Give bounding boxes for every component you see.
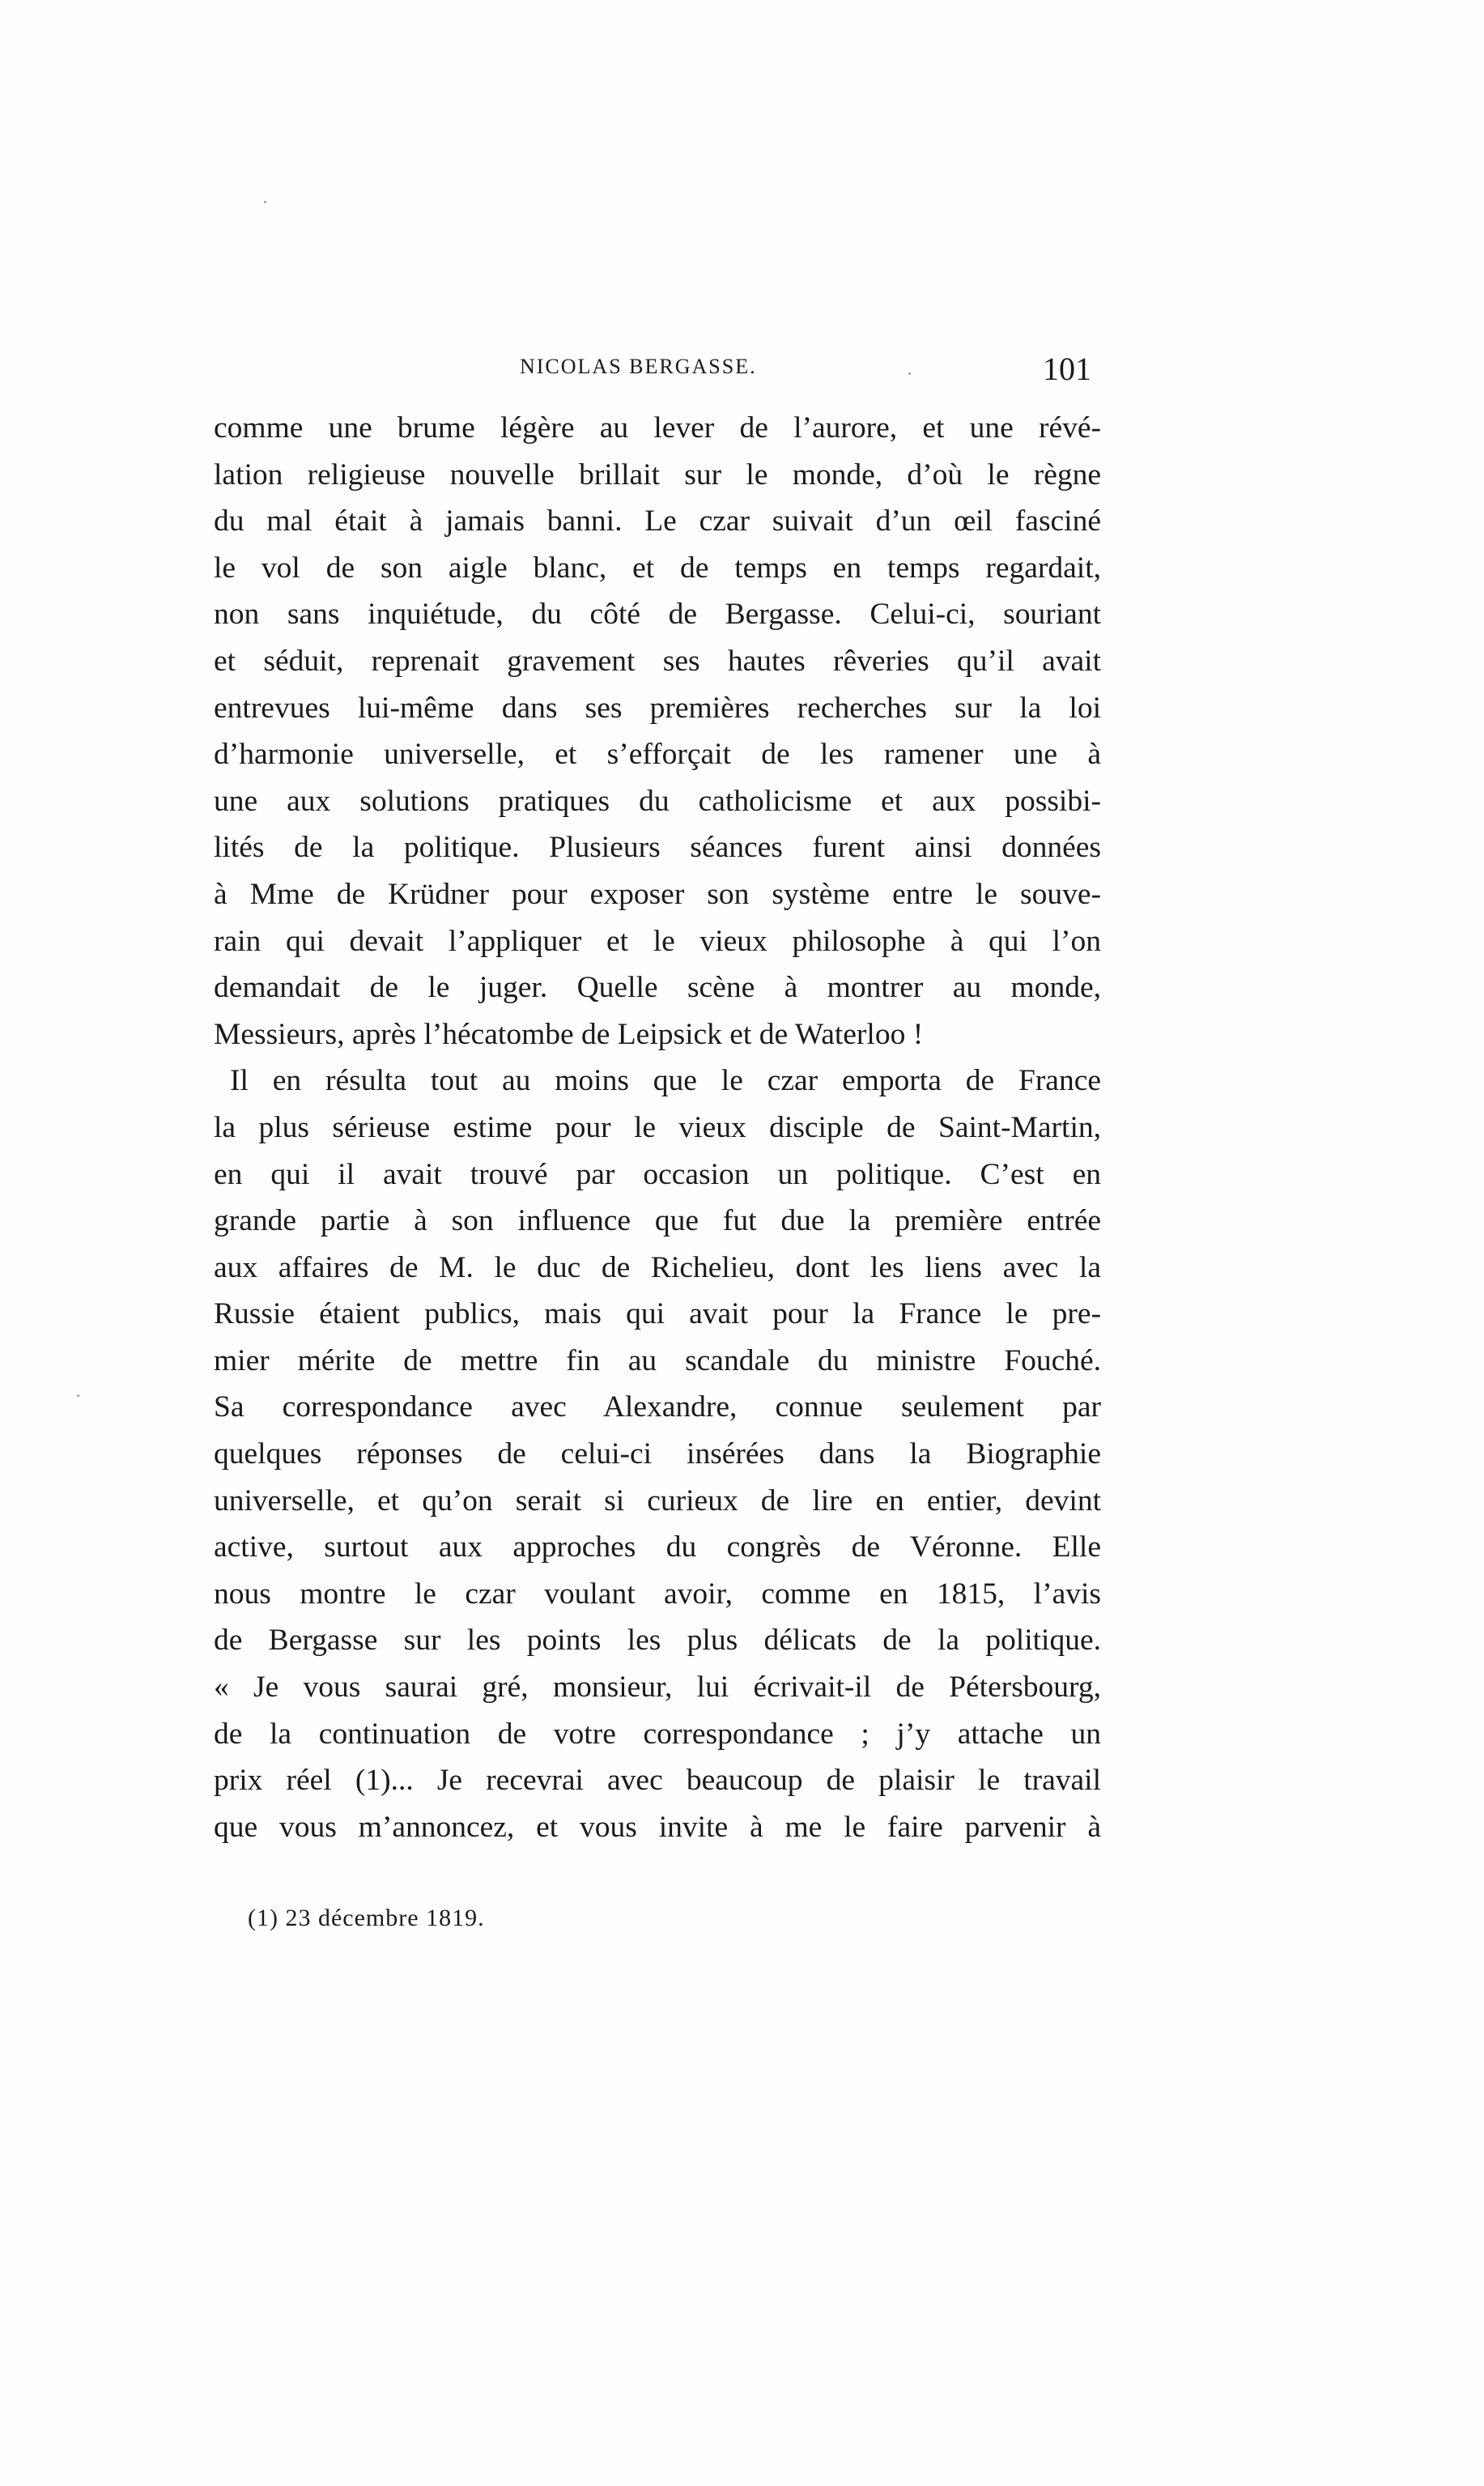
text-line: lation religieuse nouvelle brillait sur le monde, d’où le règne xyxy=(214,458,1101,492)
text-line: prix réel (1)... Je recevrai avec beaucoup de plaisir le travail xyxy=(214,1764,1101,1798)
text-line: et séduit, reprenait gravement ses hautes rêveries qu’il avait xyxy=(214,644,1101,678)
text-line: « Je vous saurai gré, monsieur, lui écrivait-il de Pétersbourg, xyxy=(214,1671,1101,1705)
paper-speck xyxy=(908,372,911,375)
text-line: aux affaires de M. le duc de Richelieu, dont les liens avec la xyxy=(214,1250,1101,1284)
text-line: nous montre le czar voulant avoir, comme en 1815, l’avis xyxy=(214,1577,1101,1611)
text-line: quelques réponses de celui-ci insérées dans la Biographie xyxy=(214,1437,1101,1471)
text-line: lités de la politique. Plusieurs séances furent ainsi données xyxy=(214,831,1101,865)
text-line: demandait de le juger. Quelle scène à montrer au monde, xyxy=(214,971,1101,1005)
text-line: Russie étaient publics, mais qui avait pour la France le pre- xyxy=(214,1297,1101,1331)
text-line: le vol de son aigle blanc, et de temps en temps regardait, xyxy=(214,551,1101,585)
running-head xyxy=(214,350,1101,390)
paper-speck xyxy=(77,1394,79,1397)
text-line: rain qui devait l’appliquer et le vieux philosophe à qui l’on xyxy=(214,924,1101,958)
text-line: Il en résulta tout au moins que le czar emporta de France xyxy=(230,1064,1101,1098)
text-line: non sans inquiétude, du côté de Bergasse. Celui-ci, souriant xyxy=(214,598,1101,632)
body-text xyxy=(214,405,1101,1850)
text-line: la plus sérieuse estime pour le vieux disciple de Saint-Martin, xyxy=(214,1110,1101,1144)
text-line: mier mérite de mettre fin au scandale du ministre Fouché. xyxy=(214,1343,1101,1377)
text-line: comme une brume légère au lever de l’aurore, et une révé- xyxy=(214,411,1101,445)
text-line: d’harmonie universelle, et s’efforçait de les ramener une à xyxy=(214,738,1101,772)
text-line: une aux solutions pratiques du catholicisme et aux possibi- xyxy=(214,784,1101,818)
text-line: à Mme de Krüdner pour exposer son système entre le souve- xyxy=(214,877,1101,911)
text-line: de la continuation de votre correspondance ; j’y attache un xyxy=(214,1717,1101,1751)
text-line: active, surtout aux approches du congrès de Véronne. Elle xyxy=(214,1530,1101,1564)
paper-speck xyxy=(264,201,266,203)
text-line: Messieurs, après l’hécatombe de Leipsick et de Waterloo ! xyxy=(214,1017,924,1051)
text-line: universelle, et qu’on serait si curieux de lire en entier, devint xyxy=(214,1484,1101,1518)
text-line: en qui il avait trouvé par occasion un politique. C’est en xyxy=(214,1157,1101,1191)
footnote: (1) 23 décembre 1819. xyxy=(248,1905,485,1931)
text-line: Sa correspondance avec Alexandre, connue seulement par xyxy=(214,1390,1101,1424)
text-line: de Bergasse sur les points les plus délicats de la politique. xyxy=(214,1624,1101,1658)
running-title: NICOLAS BERGASSE. xyxy=(520,355,757,378)
page-number: 101 xyxy=(1043,351,1091,387)
text-line: entrevues lui-même dans ses premières recherches sur la loi xyxy=(214,691,1101,725)
text-line: grande partie à son influence que fut due la première entrée xyxy=(214,1204,1101,1238)
text-line: que vous m’annoncez, et vous invite à me le faire parvenir à xyxy=(214,1810,1101,1844)
text-line: du mal était à jamais banni. Le czar suivait d’un œil fasciné xyxy=(214,504,1101,538)
